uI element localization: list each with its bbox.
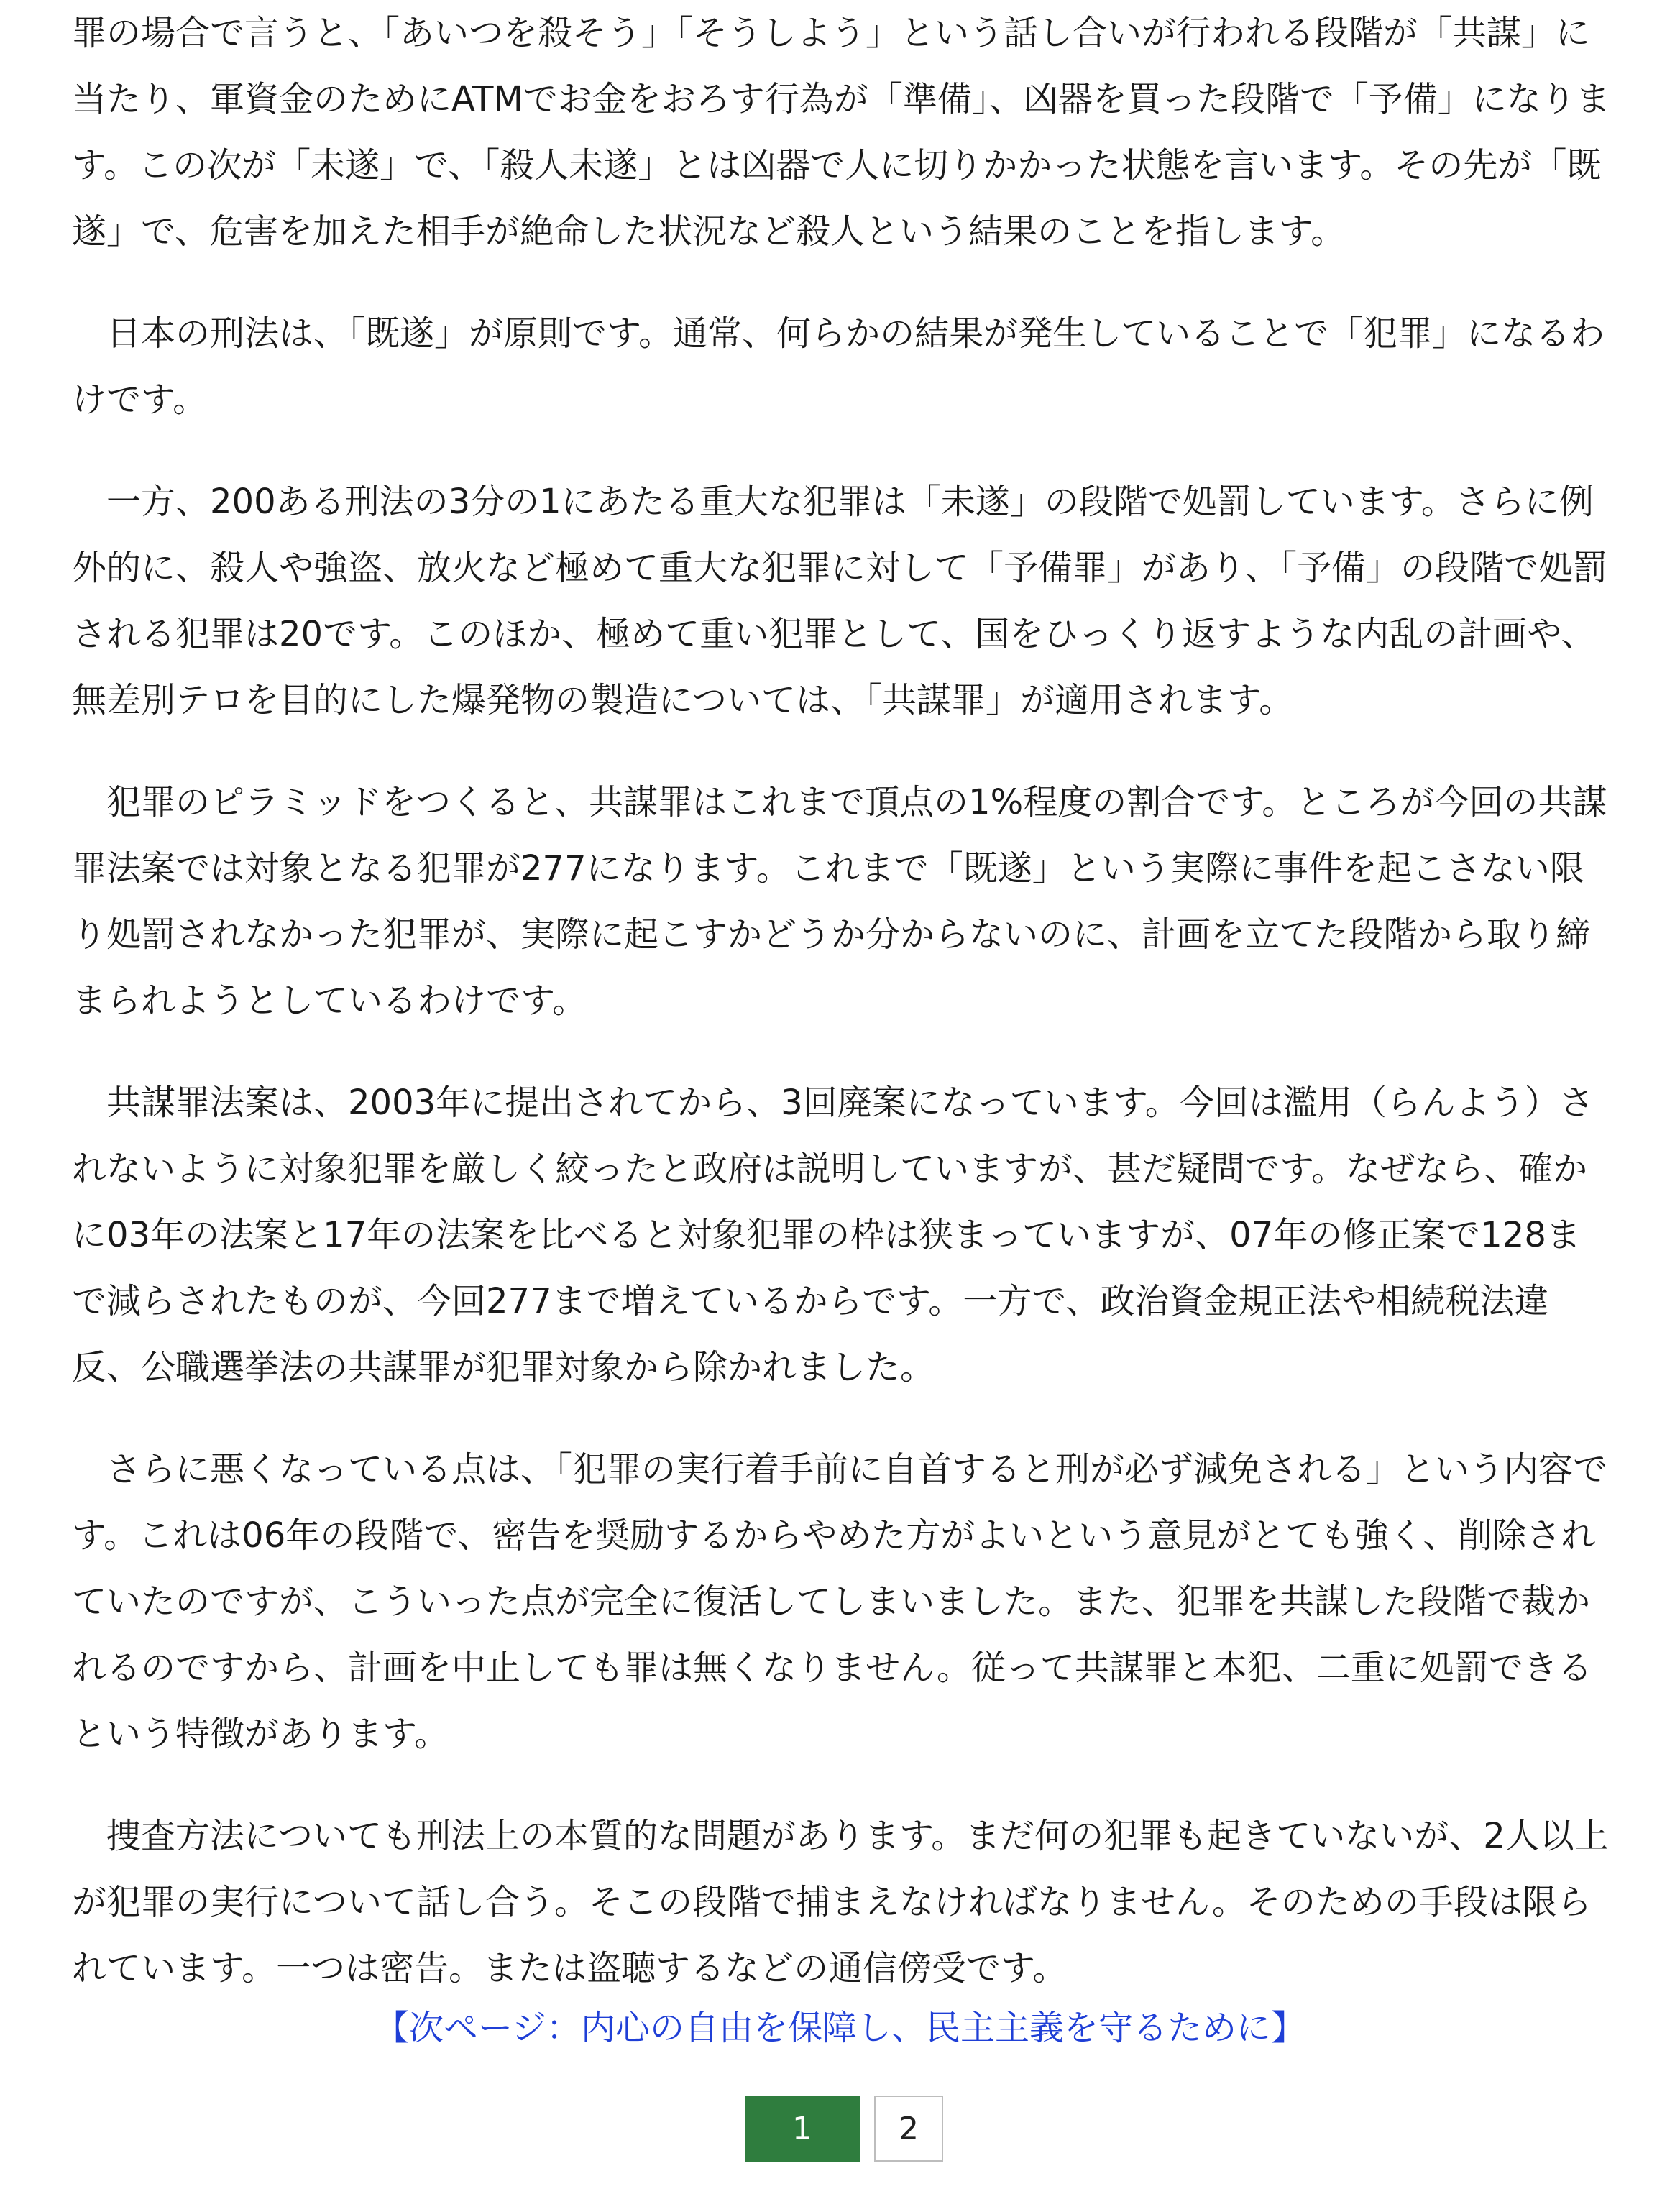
page-button-2[interactable]: 2 (874, 2096, 943, 2162)
article-paragraph: 日本の刑法は、「既遂」が原則です。通常、何らかの結果が発生していることで「犯罪」になるわけです。 (72, 313, 1605, 420)
article-paragraph: 犯罪のピラミッドをつくると、共謀罪はこれまで頂点の1%程度の割合です。ところが今回の共謀罪法案では対象となる犯罪が277になります。これまで「既遂」という実際に事件を起こさない限り処罰されなかった犯罪が、実際に起こすかどうか分からないのに、計画を立てた段階から取り締まられようとしているわけです。 (72, 782, 1607, 1021)
article-paragraph: 罪の場合で言うと、「あいつを殺そう」「そうしよう」という話し合いが行われる段階が「共謀」に当たり、軍資金のためにATMでお金をおろす行為が「準備」、凶器を買った段階で「予備」になります。この次が「未遂」で、「殺人未遂」とは凶器で人に切りかかった状態を言います。その先が「既遂」で、危害を加えた相手が絶命した状況など殺人という結果のことを指します。 (72, 13, 1610, 252)
article-paragraph: 共謀罪法案は、2003年に提出されてから、3回廃案になっています。今回は濫用（らんよう）されないように対象犯罪を厳しく絞ったと政府は説明していますが、甚だ疑問です。なぜなら、確かに03年の法案と17年の法案を比べると対象犯罪の枠は狭まっていますが、07年の修正案で128まで減らされたものが、今回277まで増えているからです。一方で、政治資金規正法や相続税法違反、公職選挙法の共謀罪が犯罪対象から除かれました。 (72, 1083, 1594, 1387)
article-body (72, 0, 1610, 2001)
article-paragraph: 捜査方法についても刑法上の本質的な問題があります。まだ何の犯罪も起きていないが、2人以上が犯罪の実行について話し合う。そこの段階で捕まえなければなりません。そのための手段は限られています。一つは密告。または盗聴するなどの通信傍受です。 (72, 1816, 1609, 1988)
next-page-link[interactable]: 【次ページ：内心の自由を保障し、民主主義を守るために】 (374, 2008, 1306, 2048)
pagination (745, 2096, 943, 2162)
page-button-1[interactable]: 1 (745, 2096, 860, 2162)
article-paragraph: 一方、200ある刑法の3分の1にあたる重大な犯罪は「未遂」の段階で処罰しています。さらに例外的に、殺人や強盗、放火など極めて重大な犯罪に対して「予備罪」があり、「予備」の段階で処罰される犯罪は20です。このほか、極めて重い犯罪として、国をひっくり返すような内乱の計画や、無差別テロを目的にした爆発物の製造については、「共謀罪」が適用されます。 (72, 482, 1608, 720)
article-paragraph: さらに悪くなっている点は、「犯罪の実行着手前に自首すると刑が必ず減免される」という内容です。これは06年の段階で、密告を奨励するからやめた方がよいという意見がとても強く、削除されていたのですが、こういった点が完全に復活してしまいました。また、犯罪を共謀した段階で裁かれるのですから、計画を中止しても罪は無くなりません。従って共謀罪と本犯、二重に処罰できるという特徴があります。 (72, 1449, 1608, 1754)
